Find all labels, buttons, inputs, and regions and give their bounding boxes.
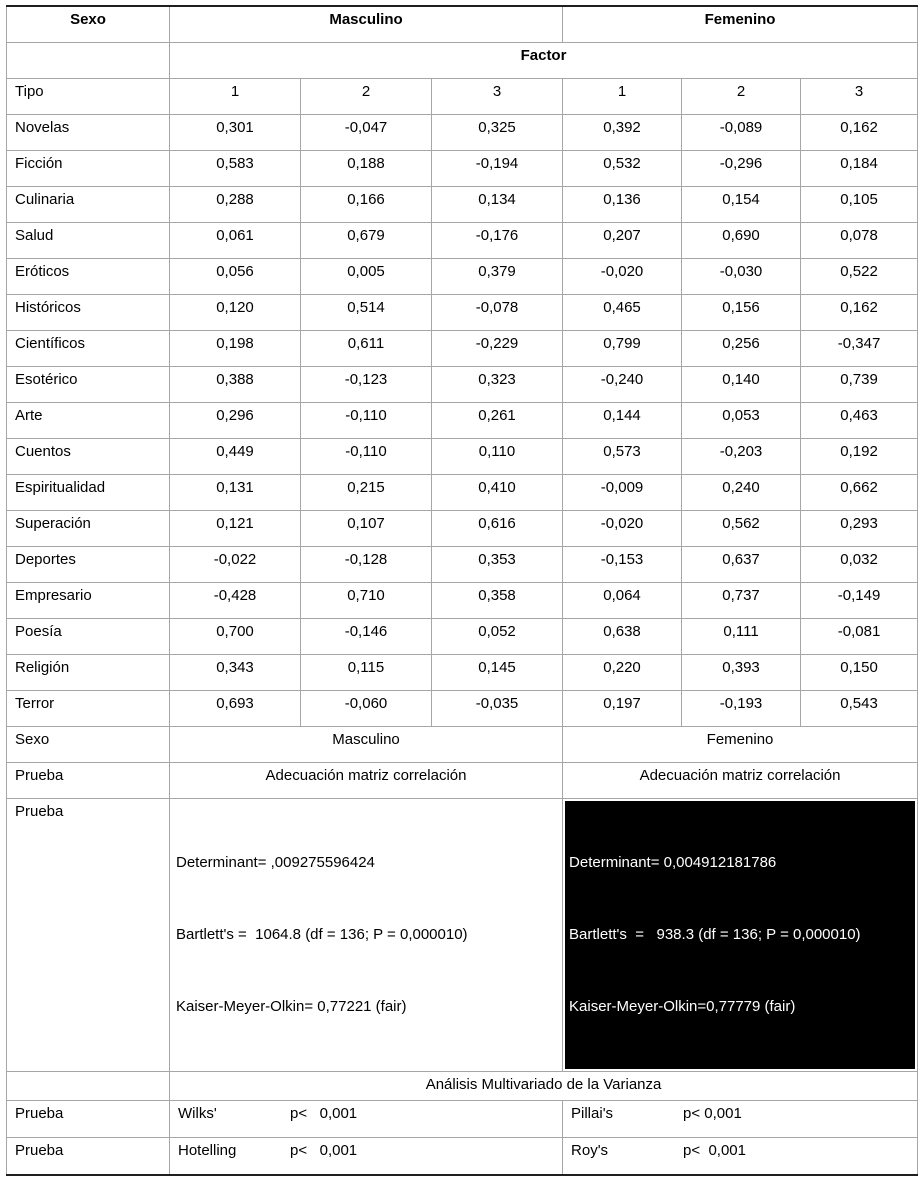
loading-value: 0,543 [801, 691, 918, 727]
loading-value: 0,192 [801, 439, 918, 475]
loading-value: 0,611 [301, 331, 432, 367]
p-value: p< 0,001 [290, 1105, 358, 1122]
loading-value: 0,583 [170, 151, 301, 187]
loading-value: 0,256 [682, 331, 801, 367]
table-row [7, 295, 918, 331]
loading-value: 0,052 [432, 619, 563, 655]
loading-value: 0,693 [170, 691, 301, 727]
loading-value: 0,144 [563, 403, 682, 439]
loading-value: -0,146 [301, 619, 432, 655]
loading-value: 0,353 [432, 547, 563, 583]
loading-value: -0,020 [563, 259, 682, 295]
loading-value: 0,737 [682, 583, 801, 619]
loading-value: 0,188 [301, 151, 432, 187]
femenino-label: Femenino [563, 727, 918, 763]
loading-value: -0,060 [301, 691, 432, 727]
loading-value: 0,562 [682, 511, 801, 547]
loading-value: 0,005 [301, 259, 432, 295]
empty-cell [7, 43, 170, 79]
table-row [7, 655, 918, 691]
adecuacion-masculino: Adecuación matriz correlación [170, 763, 563, 799]
loading-value: -0,347 [801, 331, 918, 367]
determinant-row [7, 799, 918, 1072]
table-row [7, 151, 918, 187]
loading-value: -0,123 [301, 367, 432, 403]
determinant-femenino-lines-highlighted [565, 801, 915, 1069]
masculino-label: Masculino [170, 727, 563, 763]
loading-value: 0,061 [170, 223, 301, 259]
row-label: Arte [7, 403, 170, 439]
loading-value: 0,465 [563, 295, 682, 331]
row-label: Novelas [7, 115, 170, 151]
loading-value: 0,136 [563, 187, 682, 223]
roys-cell [563, 1138, 918, 1176]
table-row [7, 187, 918, 223]
loading-value: 0,532 [563, 151, 682, 187]
loading-value: -0,149 [801, 583, 918, 619]
test-row-1 [7, 1101, 918, 1138]
loading-value: -0,203 [682, 439, 801, 475]
loading-value: 0,637 [682, 547, 801, 583]
loading-value: 0,154 [682, 187, 801, 223]
loading-value: 0,162 [801, 295, 918, 331]
table-row [7, 475, 918, 511]
header-row [7, 6, 918, 43]
loading-value: 0,056 [170, 259, 301, 295]
loading-value: 0,150 [801, 655, 918, 691]
bartlett-line: Bartlett's = 1064.8 (df = 136; P = 0,000010) [176, 926, 468, 943]
loading-value: 0,679 [301, 223, 432, 259]
empty-cell [7, 1072, 170, 1101]
loading-value: 0,134 [432, 187, 563, 223]
row-label: Espiritualidad [7, 475, 170, 511]
loading-value: -0,128 [301, 547, 432, 583]
loading-value: 0,162 [801, 115, 918, 151]
loading-value: -0,035 [432, 691, 563, 727]
factor-header-row [7, 43, 918, 79]
loading-value: 0,301 [170, 115, 301, 151]
loading-value: 0,463 [801, 403, 918, 439]
loading-value: 0,710 [301, 583, 432, 619]
loading-value: 0,379 [432, 259, 563, 295]
loading-value: 0,616 [432, 511, 563, 547]
prueba-label: Prueba [7, 1101, 170, 1138]
kmo-line: Kaiser-Meyer-Olkin=0,77779 (fair) [569, 998, 796, 1015]
row-label: Históricos [7, 295, 170, 331]
header-femenino: Femenino [563, 6, 918, 43]
loading-value: -0,009 [563, 475, 682, 511]
row-label: Salud [7, 223, 170, 259]
loading-value: 0,799 [563, 331, 682, 367]
loading-value: -0,078 [432, 295, 563, 331]
table-row [7, 547, 918, 583]
loading-value: -0,153 [563, 547, 682, 583]
loading-value: 0,522 [801, 259, 918, 295]
loading-value: 0,120 [170, 295, 301, 331]
loading-value: 0,410 [432, 475, 563, 511]
bartlett-line: Bartlett's = 938.3 (df = 136; P = 0,000010) [569, 926, 861, 943]
loading-value: 0,261 [432, 403, 563, 439]
loading-value: 0,662 [801, 475, 918, 511]
loading-value: 0,240 [682, 475, 801, 511]
table-row [7, 691, 918, 727]
table-header-section [7, 6, 918, 115]
factor-number: 2 [301, 79, 432, 115]
loading-value: 0,288 [170, 187, 301, 223]
loading-value: 0,220 [563, 655, 682, 691]
loading-value: 0,107 [301, 511, 432, 547]
loading-value: 0,343 [170, 655, 301, 691]
row-label: Terror [7, 691, 170, 727]
loading-value: 0,323 [432, 367, 563, 403]
loading-value: 0,121 [170, 511, 301, 547]
wilks-cell [170, 1101, 563, 1138]
factor-number: 1 [563, 79, 682, 115]
loading-value: -0,428 [170, 583, 301, 619]
header-sexo: Sexo [7, 6, 170, 43]
determinant-masculino-lines [172, 801, 560, 1069]
table-row [7, 511, 918, 547]
factor-rows [7, 115, 918, 727]
adecuacion-femenino: Adecuación matriz correlación [563, 763, 918, 799]
manova-title-row [7, 1072, 918, 1101]
loading-value: 0,115 [301, 655, 432, 691]
loading-value: 0,198 [170, 331, 301, 367]
loading-value: -0,089 [682, 115, 801, 151]
prueba-label: Prueba [7, 799, 170, 1072]
factor-number: 2 [682, 79, 801, 115]
table-row [7, 583, 918, 619]
loading-value: -0,022 [170, 547, 301, 583]
loading-value: 0,078 [801, 223, 918, 259]
loading-value: 0,053 [682, 403, 801, 439]
row-label: Esotérico [7, 367, 170, 403]
kmo-line: Kaiser-Meyer-Olkin= 0,77221 (fair) [176, 998, 407, 1015]
loading-value: 0,145 [432, 655, 563, 691]
loading-value: -0,176 [432, 223, 563, 259]
loading-value: 0,514 [301, 295, 432, 331]
loading-value: 0,388 [170, 367, 301, 403]
loading-value: 0,392 [563, 115, 682, 151]
loading-value: 0,197 [563, 691, 682, 727]
loading-value: -0,229 [432, 331, 563, 367]
row-label: Deportes [7, 547, 170, 583]
p-value: p< 0,001 [290, 1142, 358, 1159]
loading-value: 0,156 [682, 295, 801, 331]
factor-number: 3 [801, 79, 918, 115]
table-bottom-section [7, 727, 918, 1176]
loading-value: -0,047 [301, 115, 432, 151]
determinant-line: Determinant= 0,004912181786 [569, 854, 777, 871]
loading-value: 0,293 [801, 511, 918, 547]
factor-analysis-table [6, 5, 918, 1176]
loading-value: -0,110 [301, 403, 432, 439]
loading-value: 0,296 [170, 403, 301, 439]
pillais-cell [563, 1101, 918, 1138]
sexo-row-2 [7, 727, 918, 763]
loading-value: 0,166 [301, 187, 432, 223]
loading-value: 0,573 [563, 439, 682, 475]
table-row [7, 403, 918, 439]
loading-value: 0,111 [682, 619, 801, 655]
loading-value: 0,638 [563, 619, 682, 655]
loading-value: 0,700 [170, 619, 301, 655]
header-masculino: Masculino [170, 6, 563, 43]
loading-value: 0,207 [563, 223, 682, 259]
table-row [7, 223, 918, 259]
factor-number: 1 [170, 79, 301, 115]
hotelling-cell [170, 1138, 563, 1176]
header-factor: Factor [170, 43, 918, 79]
loading-value: -0,194 [432, 151, 563, 187]
adecuacion-row [7, 763, 918, 799]
p-value: p< 0,001 [683, 1142, 746, 1159]
loading-value: 0,105 [801, 187, 918, 223]
loading-value: 0,110 [432, 439, 563, 475]
test-name: Pillai's [571, 1105, 614, 1122]
row-label: Poesía [7, 619, 170, 655]
loading-value: -0,193 [682, 691, 801, 727]
p-value: p< 0,001 [683, 1105, 742, 1122]
loading-value: -0,020 [563, 511, 682, 547]
loading-value: -0,081 [801, 619, 918, 655]
loading-value: 0,358 [432, 583, 563, 619]
test-name: Wilks' [178, 1105, 217, 1122]
row-label: Religión [7, 655, 170, 691]
loading-value: 0,739 [801, 367, 918, 403]
loading-value: 0,215 [301, 475, 432, 511]
header-tipo: Tipo [7, 79, 170, 115]
loading-value: 0,325 [432, 115, 563, 151]
determinant-line: Determinant= ,009275596424 [176, 854, 375, 871]
test-name: Hotelling [178, 1142, 237, 1159]
loading-value: 0,393 [682, 655, 801, 691]
row-label: Eróticos [7, 259, 170, 295]
row-label: Científicos [7, 331, 170, 367]
row-label: Empresario [7, 583, 170, 619]
loading-value: -0,030 [682, 259, 801, 295]
prueba-label: Prueba [7, 763, 170, 799]
table-row [7, 619, 918, 655]
determinant-femenino-cell [563, 799, 918, 1072]
table-row [7, 115, 918, 151]
loading-value: 0,690 [682, 223, 801, 259]
loading-value: -0,240 [563, 367, 682, 403]
loading-value: -0,296 [682, 151, 801, 187]
loading-value: -0,110 [301, 439, 432, 475]
table-row [7, 259, 918, 295]
table-row [7, 331, 918, 367]
loading-value: 0,131 [170, 475, 301, 511]
row-label: Cuentos [7, 439, 170, 475]
tipo-row [7, 79, 918, 115]
loading-value: 0,140 [682, 367, 801, 403]
manova-title: Análisis Multivariado de la Varianza [170, 1072, 918, 1101]
row-label: Ficción [7, 151, 170, 187]
table-row [7, 439, 918, 475]
loading-value: 0,032 [801, 547, 918, 583]
test-row-2 [7, 1138, 918, 1176]
row-label: Superación [7, 511, 170, 547]
loading-value: 0,449 [170, 439, 301, 475]
row-label: Culinaria [7, 187, 170, 223]
prueba-label: Prueba [7, 1138, 170, 1176]
test-name: Roy's [571, 1142, 609, 1159]
loading-value: 0,064 [563, 583, 682, 619]
determinant-masculino-cell [170, 799, 563, 1072]
loading-value: 0,184 [801, 151, 918, 187]
table-row [7, 367, 918, 403]
sexo-label: Sexo [7, 727, 170, 763]
factor-number: 3 [432, 79, 563, 115]
